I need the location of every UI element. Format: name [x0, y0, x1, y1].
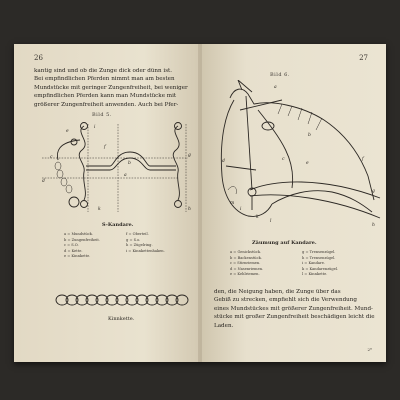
s-curb-bit-diagram: [28, 118, 196, 218]
text-line: stücke mit großer Zungenfreiheit beschädigen leicht die: [214, 314, 375, 321]
left-page: [14, 44, 200, 362]
diagram-letter: a: [274, 85, 277, 90]
diagram-letter: e: [66, 129, 69, 134]
text-line: Bei empfindlichen Pferden nimmt man am besten: [34, 76, 175, 83]
curb-chain-illustration: [54, 290, 194, 310]
diagram-letter: d: [222, 159, 225, 164]
text-line: den, die Neigung haben, die Zunge über das: [214, 289, 341, 295]
diagram-letter: k: [256, 215, 259, 220]
horse-head-bridle-diagram: [212, 80, 384, 230]
diagram-letter: i: [240, 207, 242, 212]
diagram-letter: k: [98, 207, 101, 212]
diagram-letter: c: [282, 157, 285, 162]
legend-entry: l = Kinnkette.: [302, 272, 328, 277]
diagram-letter: m: [230, 201, 235, 206]
open-book: [14, 44, 386, 362]
figure-5-title: Bild 5.: [92, 112, 112, 118]
legend-entry: a = Genickstück.: [230, 250, 262, 254]
diagram-letter: b: [308, 133, 311, 138]
legend-entry: g = Trensenzügel.: [302, 250, 336, 254]
diagram-letter: h: [188, 207, 191, 212]
legend-entry: c = S.O.: [64, 243, 79, 248]
diagram-letter: f: [104, 145, 106, 150]
figure-6-title: Bild 6.: [270, 72, 290, 78]
legend-entry: i = Kandare.: [302, 261, 326, 266]
legend-entry: i = Kinnkettenhaken.: [126, 248, 165, 253]
legend-entry: f = Oberteil.: [126, 232, 149, 236]
text-line: eines Mundstückes mit größerer Zungenfreiheit. Mund-: [214, 305, 373, 312]
left-page-text: [34, 67, 194, 109]
legend-entry: h = Zügelring.: [126, 243, 153, 248]
legend-entry: k = Kandarenzügel.: [302, 266, 339, 271]
figure-5-legend: [64, 232, 184, 262]
legend-entry: d = Kette.: [64, 248, 83, 253]
signature-mark: 2*: [367, 347, 372, 352]
diagram-letter: c: [50, 155, 53, 160]
diagram-letter: f: [362, 157, 364, 162]
text-line: Gebiß zu strecken, empfiehlt sich die Verwendung: [214, 297, 357, 304]
diagram-letter: g: [372, 189, 375, 194]
legend-entry: a = Mundstück.: [64, 232, 93, 236]
right-page: [200, 44, 386, 362]
text-line: Laden.: [214, 322, 234, 329]
diagram-letter: e: [306, 161, 309, 166]
legend-entry: b = Zungenfreiheit.: [64, 237, 100, 242]
text-line: größerer Zungenfreiheit anwenden. Auch bei Pfer-: [34, 101, 179, 108]
legend-entry: h = Trensenzügel.: [302, 255, 336, 260]
diagram-letter: b: [128, 161, 131, 166]
page-number-right: 27: [359, 54, 368, 62]
legend-entry: d = Nasenriemen.: [230, 266, 264, 271]
text-line: kantig sind und ob die Zunge dick oder dünn ist.: [34, 68, 173, 74]
figure-6-legend: [230, 250, 370, 284]
diagram-letter: l: [270, 219, 272, 224]
legend-entry: e = Kinnkette.: [64, 254, 91, 259]
diagram-letter: a: [124, 173, 127, 178]
legend-entry: b = Backenstück.: [230, 255, 262, 260]
legend-entry: e = Kehlriemen.: [230, 272, 260, 277]
right-page-text: [214, 288, 378, 330]
legend-entry: c = Stirnriemen.: [230, 261, 261, 266]
chain-caption: Kinnkette.: [108, 316, 135, 322]
diagram-letter: g: [188, 153, 191, 158]
diagram-letter: i: [94, 125, 96, 130]
figure-6-caption: Zäumung auf Kandare.: [252, 240, 317, 246]
text-line: Mundstücke mit geringer Zungenfreiheit, bei weniger: [34, 84, 188, 91]
text-line: empfindlichen Pferden kann man Mundstücke mit: [34, 93, 177, 100]
book-gutter: [198, 44, 202, 362]
diagram-letter: d: [42, 179, 45, 184]
page-number-left: 26: [34, 54, 43, 62]
diagram-letter: h: [372, 223, 375, 228]
figure-5-caption: S-Kandare.: [102, 222, 134, 228]
legend-entry: g = S.o.: [126, 237, 141, 242]
